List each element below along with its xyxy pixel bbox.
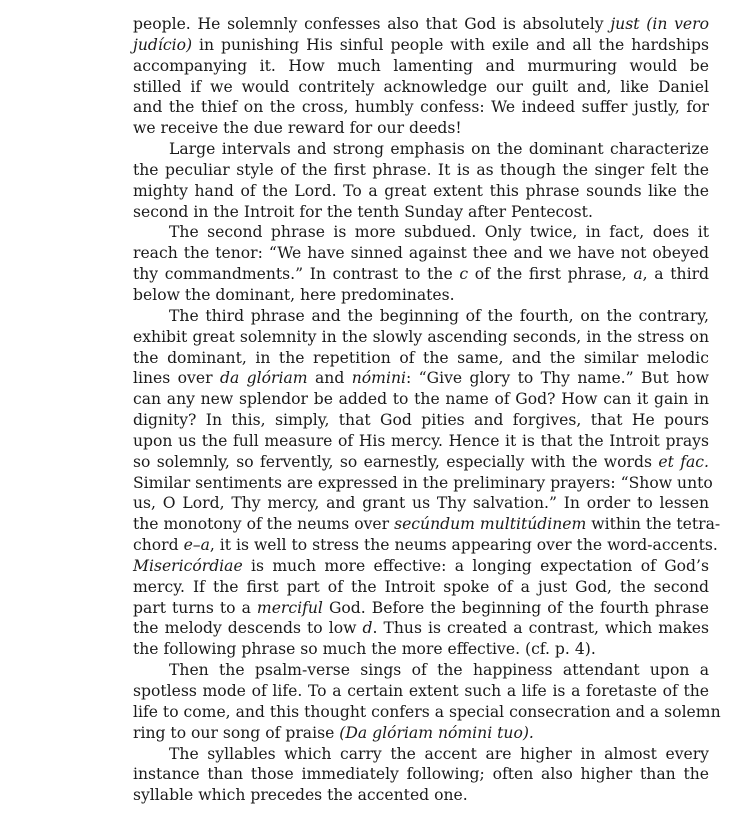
text-segment: the dominant, in the repetition of the same, and the similar melodic: [133, 348, 709, 367]
text-line: [133, 577, 709, 598]
italic-text: a: [633, 265, 643, 284]
text-line: [133, 764, 709, 785]
text-line: [133, 14, 709, 35]
text-segment: the monotony of the neums over: [133, 515, 395, 534]
text-segment: The second phrase is more subdued. Only twice, in fact, does it: [169, 223, 709, 242]
text-line: [133, 744, 709, 765]
text-line: [133, 681, 709, 702]
paragraph: [133, 139, 709, 222]
text-segment: in punishing His sinful people with exile and all the hardships: [192, 35, 709, 54]
text-segment: so solemnly, so fervently, so earnestly, especially with the words: [133, 452, 659, 471]
text-line: [133, 118, 709, 139]
text-segment: the following phrase so much the more effective. (cf. p. 4).: [133, 640, 596, 659]
text-segment: thy commandments.” In contrast to the: [133, 265, 460, 284]
text-segment: Then the psalm-verse sings of the happiness attendant upon a: [169, 661, 709, 680]
text-line: [133, 139, 709, 160]
italic-text: nómini: [351, 369, 406, 388]
paragraph: [133, 14, 709, 139]
text-segment: spotless mode of life. To a certain extent such a life is a foretaste of the: [133, 682, 709, 700]
text-line: [133, 639, 709, 660]
text-segment: we receive the due reward for our deeds!: [133, 119, 462, 138]
italic-text: da glóriam: [219, 369, 308, 388]
text-segment: mercy. If the first part of the Introit spoke of a just God, the second: [133, 577, 709, 596]
text-line: [133, 181, 709, 202]
text-segment: : “Give glory to Thy name.” But how: [405, 369, 709, 388]
page-body: [133, 14, 721, 806]
text-segment: , a third: [642, 265, 710, 284]
text-segment: stilled if we would contritely acknowledge our guilt and, like Daniel: [133, 77, 709, 96]
text-segment: God. Before the beginning of the fourth phrase: [322, 598, 709, 617]
text-line: [133, 202, 709, 223]
text-segment: reach the tenor: “We have sinned against thee and we have not obeyed: [133, 244, 709, 263]
text-line: [133, 598, 709, 619]
text-line: [133, 97, 709, 118]
text-line: [133, 452, 709, 473]
text-segment: ring to our song of praise: [133, 723, 340, 742]
paragraph: [133, 660, 721, 743]
text-line: [133, 327, 709, 348]
text-line: [133, 389, 709, 410]
text-segment: syllable which precedes the accented one.: [133, 786, 468, 805]
text-segment: can any new splendor be added to the name of God? How can it gain in: [133, 390, 709, 409]
text-segment: the peculiar style of the first phrase. It is as though the singer felt the: [133, 160, 709, 179]
text-segment: Large intervals and strong emphasis on the dominant characterize: [169, 140, 709, 159]
text-segment: mighty hand of the Lord. To a great extent this phrase sounds like the: [133, 181, 709, 200]
text-segment: The third phrase and the beginning of the fourth, on the contrary,: [169, 306, 709, 325]
text-segment: The syllables which carry the accent are higher in almost every: [169, 744, 709, 763]
text-line: [133, 160, 709, 181]
italic-text: e–a: [183, 536, 210, 555]
italic-text: (Da glóriam nómini tuo).: [339, 723, 534, 742]
text-line: [133, 493, 709, 514]
text-line: [133, 535, 718, 556]
text-segment: us, O Lord, Thy mercy, and grant us Thy salvation.” In order to lessen: [133, 494, 709, 513]
text-line: [133, 514, 721, 535]
text-segment: part turns to a: [133, 598, 257, 617]
text-segment: instance than those immediately following; often also higher than the: [133, 765, 709, 784]
text-line: [133, 35, 709, 56]
italic-text: secúndum multitúdinem: [394, 515, 587, 534]
text-line: [133, 77, 709, 98]
text-segment: dignity? In this, simply, that God pities and forgives, that He pours: [133, 411, 709, 430]
italic-text: judício): [133, 35, 193, 54]
text-line: [133, 723, 709, 744]
text-line: [133, 306, 709, 327]
text-segment: second in the Introit for the tenth Sunday after Pentecost.: [133, 202, 593, 221]
text-line: [133, 285, 709, 306]
text-line: [133, 702, 721, 723]
text-line: [133, 348, 709, 369]
text-segment: within the tetra-: [586, 515, 721, 534]
text-segment: Similar sentiments are expressed in the preliminary prayers: “Show unto: [133, 473, 713, 492]
text-segment: life to come, and this thought confers a special consecration and a solemn: [133, 702, 721, 721]
italic-text: Misericórdiae: [133, 556, 243, 575]
text-segment: exhibit great solemnity in the slowly ascending seconds, in the stress on: [133, 327, 709, 346]
text-line: [133, 56, 709, 77]
text-segment: of the first phrase,: [468, 265, 634, 284]
text-segment: , it is well to stress the neums appearing over the word-accents.: [209, 536, 718, 555]
text-segment: and: [307, 369, 352, 388]
text-line: [133, 243, 709, 264]
text-line: [133, 473, 713, 494]
text-line: [133, 222, 709, 243]
text-segment: below the dominant, here predominates.: [133, 285, 455, 304]
paragraph: [133, 306, 721, 660]
text-line: [133, 785, 709, 806]
text-line: [133, 618, 709, 639]
italic-text: et fac.: [658, 452, 709, 471]
text-line: [133, 410, 709, 431]
text-segment: lines over: [133, 369, 220, 388]
text-segment: . Thus is created a contrast, which makes: [372, 619, 709, 638]
italic-text: c: [459, 265, 469, 284]
italic-text: merciful: [256, 598, 323, 617]
italic-text: d: [362, 619, 373, 638]
text-segment: upon us the full measure of His mercy. Hence it is that the Introit prays: [133, 431, 709, 450]
text-segment: accompanying it. How much lamenting and murmuring would be: [133, 56, 709, 75]
text-line: [133, 431, 709, 452]
text-line: [133, 368, 709, 389]
text-line: [133, 556, 709, 577]
text-segment: chord: [133, 536, 184, 555]
paragraph: [133, 222, 709, 305]
text-segment: people. He solemnly confesses also that God is absolutely: [133, 15, 611, 33]
text-line: [133, 660, 709, 681]
text-line: [133, 264, 709, 285]
text-segment: and the thief on the cross, humbly confess: We indeed suffer justly, for: [133, 98, 709, 117]
text-segment: the melody descends to low: [133, 619, 363, 638]
paragraph: [133, 744, 709, 807]
italic-text: just (in vero: [610, 15, 709, 33]
text-segment: is much more effective: a longing expectation of God’s: [242, 556, 709, 575]
